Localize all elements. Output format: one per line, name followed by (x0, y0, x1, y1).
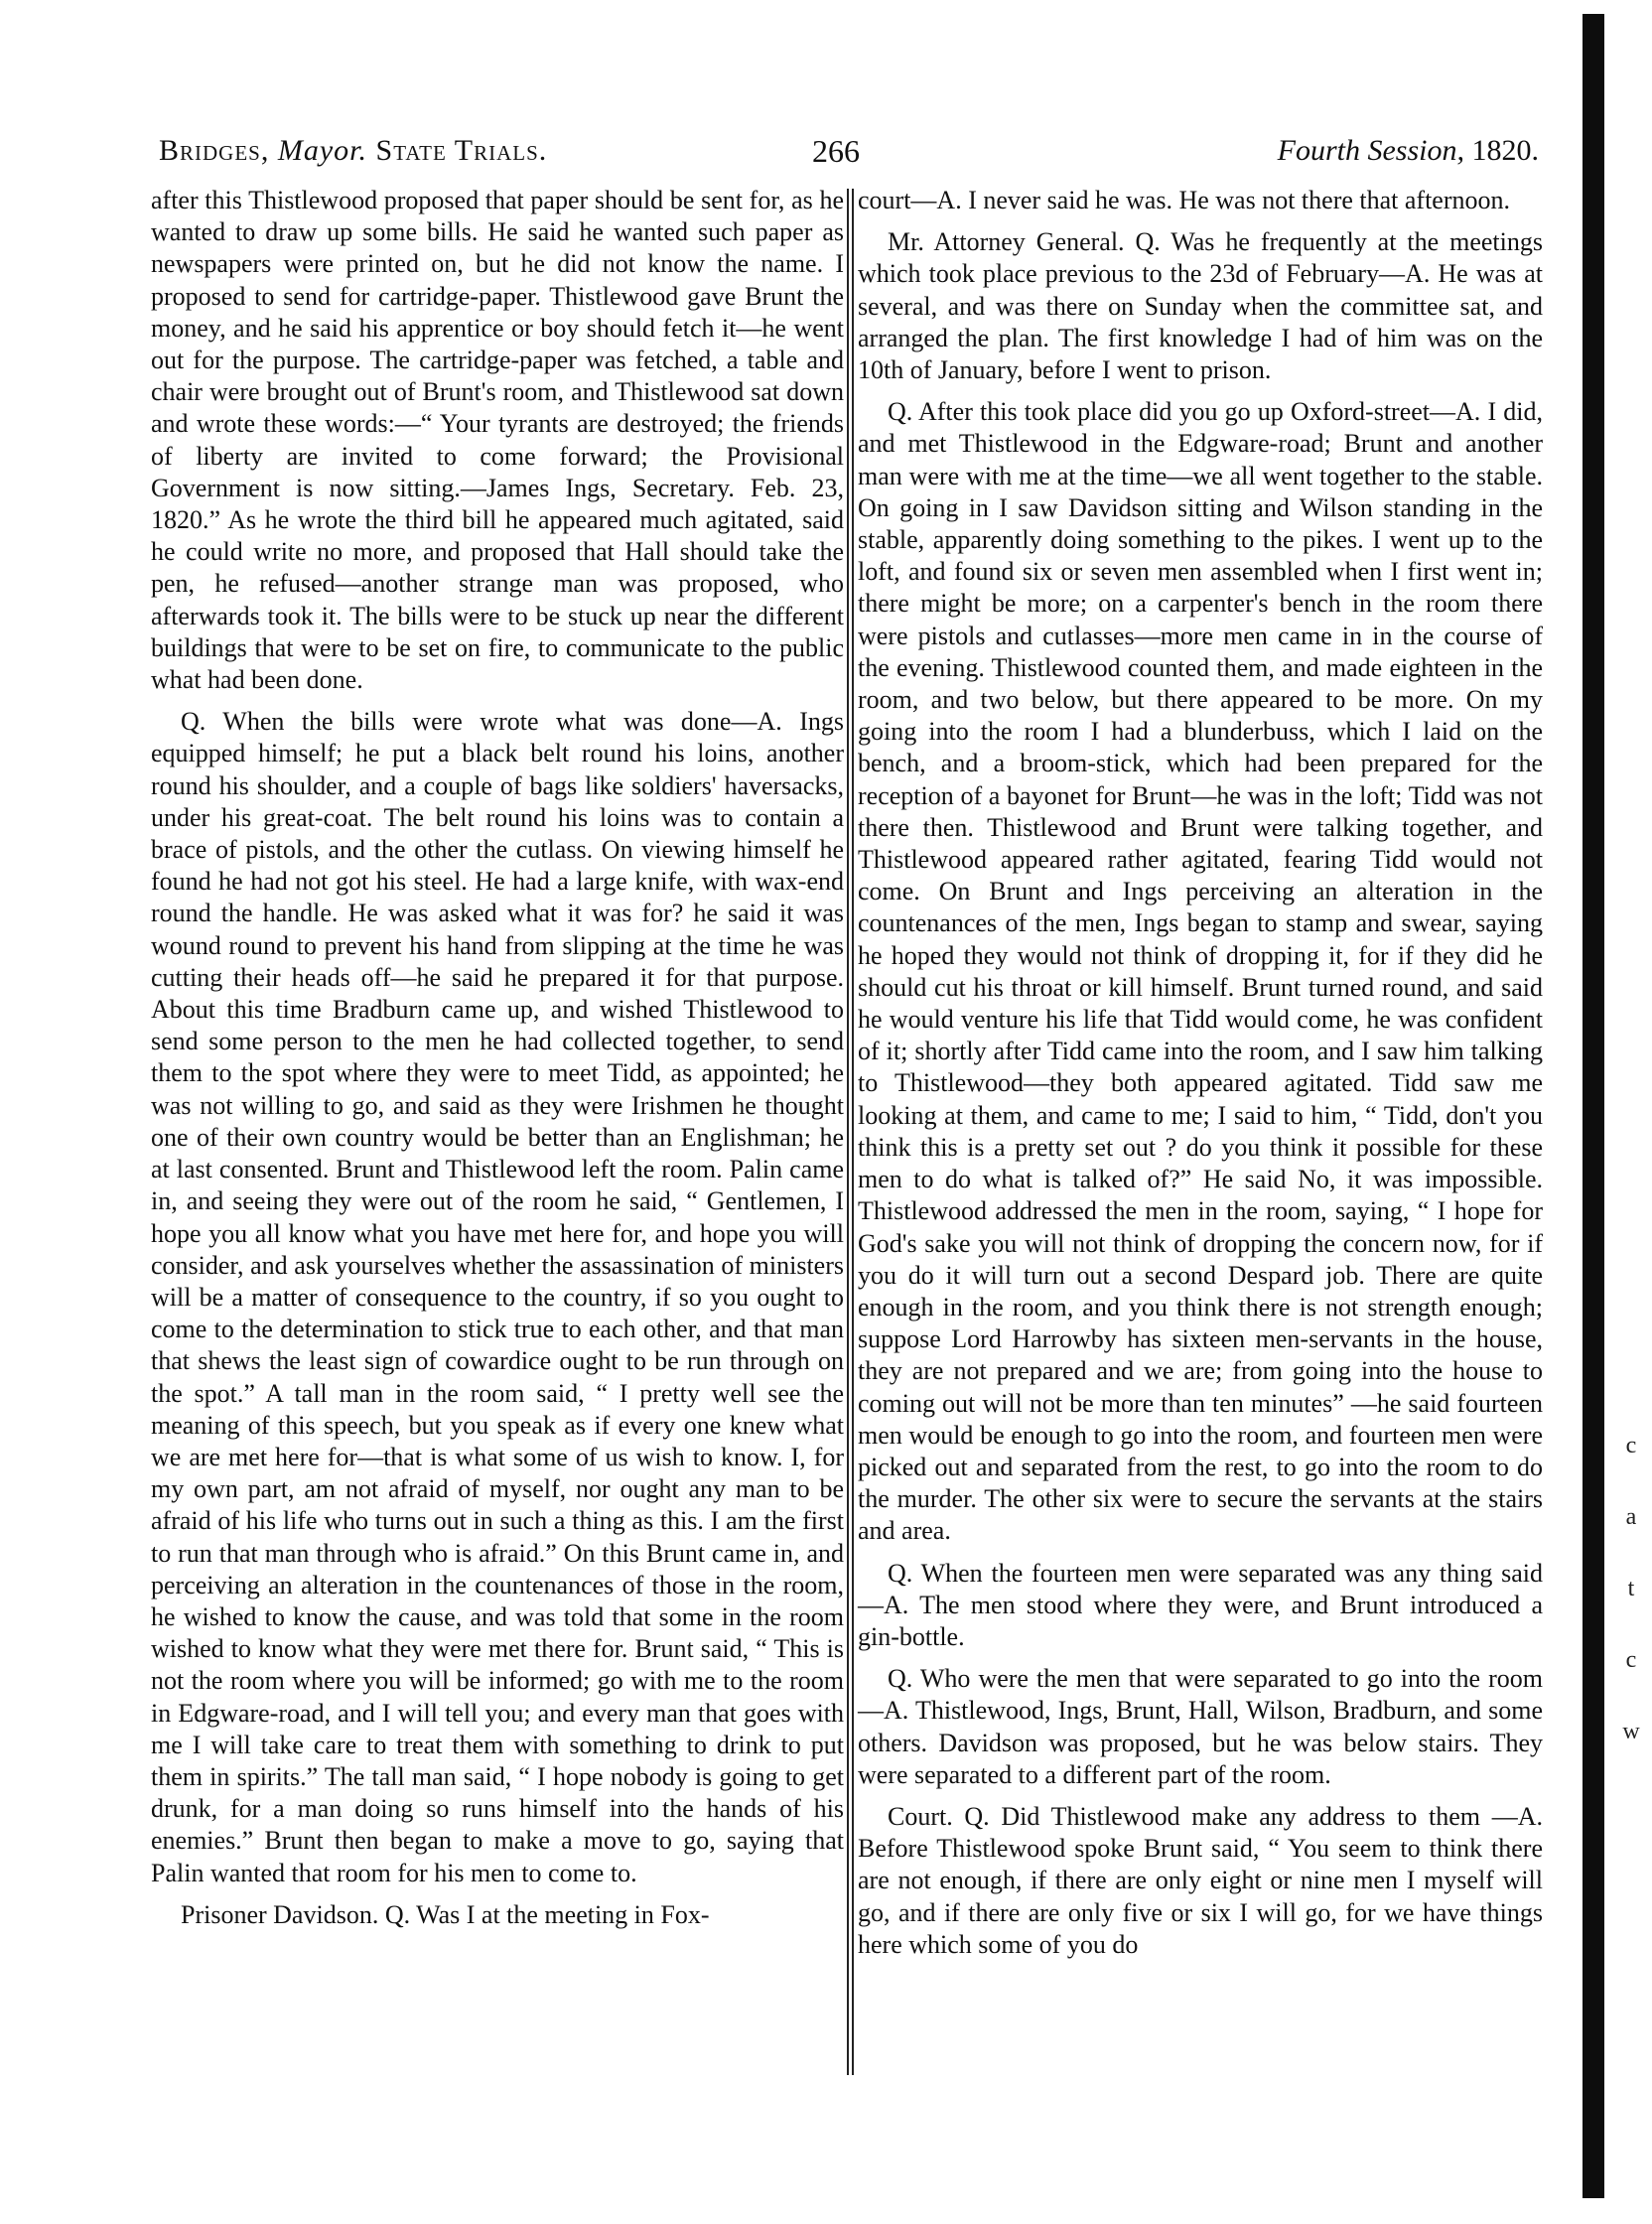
edge-mark: t (1627, 1576, 1635, 1601)
edge-mark: a (1625, 1504, 1637, 1530)
paragraph: Q. After this took place did you go up Oxford-street—A. I did, and met Thistlewood in the Edgware-road; Brunt and another man were with me at the time—we all went together to the stable. On going in I saw Davidson sitting and Wilson standing in the stable, apparently doing something to the pikes. I went up to the loft, and found six or seven men assembled when I first went in; there might be more; on a carpenter's bench in the room there were pistols and cutlasses—more men came in in the course of the evening. Thistlewood counted them, and made eighteen in the room, and two below, but there appeared to be more. On my going into the room I had a blunderbuss, which I laid on the bench, and a broom-stick, which had been prepared for the reception of a bayonet for Brunt—he was in the loft; Tidd was not there then. Thistlewood and Brunt were talking together, and Thistlewood appeared rather agitated, fearing Tidd would not come. On Brunt and Ings perceiving an alteration in the countenances of the men, Ings began to stamp and swear, saying he hoped they would not think of dropping it, for if they did he should cut his throat or kill himself. Brunt turned round, and said he would venture his life that Tidd would come, he was confident of it; shortly after Tidd came into the room, and I saw him talking to Thistlewood—they both appeared agitated. Tidd saw me looking at them, and came to me; I said to him, “ Tidd, don't you think this is a pretty set out ? do you think it possible for these men to do what is talked of?” He said No, it was impossible. Thistlewood addressed the men in the room, saying, “ I hope for God's sake you will not think of dropping the concern now, for if you do it will turn out a second Despard job. There are quite enough in the room, and you think there is not strength enough; suppose Lord Harrowby has sixteen men-servants in the house, they are not prepared and we are; from going into the house to coming out will not be more than ten minutes” —he said fourteen men would be enough to go into the room, and fourteen men were picked out and separated from the rest, to go into the room to do the murder. The other six were to secure the servants at the stairs and area. (858, 397, 1543, 1546)
running-header (159, 127, 1539, 175)
edge-mark: c (1625, 1433, 1637, 1459)
paragraph: Mr. Attorney General. Q. Was he frequently at the meetings which took place previous to the 23d of February—A. He was at several, and was there on Sunday when the committee sat, and arranged the plan. The first knowledge I had of him was on the 10th of January, before I went to prison. (858, 227, 1543, 385)
edge-mark: c (1625, 1647, 1637, 1673)
left-column (151, 185, 844, 1941)
paragraph: after this Thistlewood proposed that paper should be sent for, as he wanted to draw up some bills. He said he wanted such paper as newspapers were printed on, but he did not know the name. I proposed to send for cartridge-paper. Thistlewood gave Brunt the money, and he said his apprentice or boy should fetch it—he went out for the purpose. The cartridge-paper was fetched, a table and chair were brought out of Brunt's room, and Thistlewood sat down and wrote these words:—“ Your tyrants are destroyed; the friends of liberty are invited to come forward; the Provisional Government is now sitting.—James Ings, Secretary. Feb. 23, 1820.” As he wrote the third bill he appeared much agitated, said he could write no more, and proposed that Hall should take the pen, he refused—another strange man was proposed, who afterwards took it. The bills were to be stuck up near the different buildings that were to be set on fire, to communicate to the public what had been done. (151, 186, 844, 695)
paragraph: Prisoner Davidson. Q. Was I at the meeting in Fox- (181, 1899, 710, 1929)
header-publication: State Trials. (375, 134, 548, 167)
paragraph: Q. When the bills were wrote what was done—A. Ings equipped himself; he put a black belt round his loins, another round his shoulder, and a couple of bags like soldiers' haversacks, under his great-coat. The belt round his loins was to contain a brace of pistols, and the other the cutlass. On viewing himself he found he had not got his steel. He had a large knife, with wax-end round the handle. He was asked what it was for? he said it was wound round to prevent his hand from slipping at the time he was cutting their heads off—he said he prepared it for that purpose. About this time Bradburn came up, and wished Thistlewood to send some person to the men he had collected together, to send them to the spot where they were to meet Tidd, as appointed; he was not willing to go, and said as they were Irishmen he thought one of their own country would be better than an Englishman; he at last consented. Brunt and Thistlewood left the room. Palin came in, and seeing they were out of the room he said, “ Gentlemen, I hope you all know what you have met here for, and hope you will consider, and ask yourselves whether the assassination of ministers will be a matter of consequence to the country, if so you ought to come to the determination to stick true to each other, and that man that shews the least sign of cowardice ought to be run through on the spot.” A tall man in the room said, “ I pretty well see the meaning of this speech, but you speak as if every one knew what we are met here for—that is what some of us wish to know. I, for my own part, am not afraid of myself, nor ought any man to be afraid of his life who turns out in such a thing as this. I am the first to run that man through who is afraid.” On this Brunt came in, and perceiving an alteration in the countenances of those in the room, he wished to know the cause, and was told that some in the room wished to know what they were met there for. Brunt said, “ This is not the room where you will be informed; go with me to the room in Edgware-road, and I will tell you; and every man that goes with me I will take care to treat them with something to drink to put them in spirits.” The tall man said, “ I hope nobody is going to get drunk, for a man doing so runs himself into the hands of his enemies.” Brunt then began to make a move to go, saying that Palin wanted that room for his men to come to. (151, 707, 844, 1887)
binding-shadow (1583, 14, 1604, 2198)
header-role: Mayor. (277, 134, 368, 167)
header-name: Bridges, (159, 134, 270, 167)
column-divider (847, 189, 849, 2075)
paragraph: Q. When the fourteen men were separated was any thing said—A. The men stood where they were, and Brunt introduced a gin-bottle. (858, 1558, 1543, 1651)
paragraph: Court. Q. Did Thistlewood make any address to them —A. Before Thistlewood spoke Brunt said, “ You seem to think there are not enough, if there are only eight or nine men I myself will go, and if there are only five or six I will go, for we have things here which some of you do (858, 1801, 1543, 1959)
adjacent-page-fragments (1620, 1410, 1642, 1767)
page-number: 266 (812, 133, 860, 169)
header-left (159, 127, 547, 175)
header-session: Fourth Session, (1277, 134, 1464, 167)
right-column (858, 185, 1543, 1971)
paragraph: court—A. I never said he was. He was not there that afternoon. (858, 186, 1510, 214)
header-year: 1820. (1471, 134, 1539, 167)
edge-mark: w (1622, 1719, 1640, 1744)
paragraph: Q. Who were the men that were separated to go into the room—A. Thistlewood, Ings, Brunt, Hall, Wilson, Bradburn, and some others. Davidson was proposed, but he was below stairs. They were separated to a different part of the room. (858, 1664, 1543, 1789)
header-right (1278, 127, 1539, 175)
